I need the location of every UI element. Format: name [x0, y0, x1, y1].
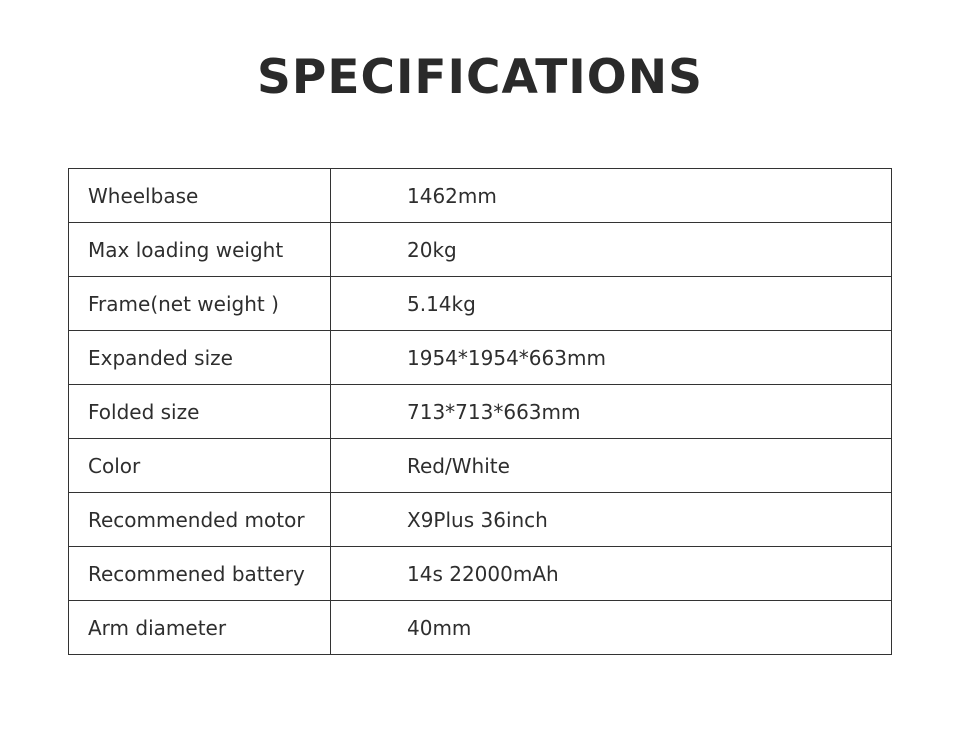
spec-value: X9Plus 36inch	[331, 493, 892, 547]
spec-label: Max loading weight	[69, 223, 331, 277]
spec-value: 713*713*663mm	[331, 385, 892, 439]
table-row	[69, 493, 892, 547]
spec-value: 40mm	[331, 601, 892, 655]
table-row	[69, 223, 892, 277]
table-row	[69, 331, 892, 385]
spec-label: Recommended motor	[69, 493, 331, 547]
table-row	[69, 547, 892, 601]
spec-label: Folded size	[69, 385, 331, 439]
table-row	[69, 601, 892, 655]
spec-label: Color	[69, 439, 331, 493]
spec-value: 14s 22000mAh	[331, 547, 892, 601]
table-row	[69, 439, 892, 493]
table-row	[69, 277, 892, 331]
table-row	[69, 385, 892, 439]
spec-label: Frame(net weight )	[69, 277, 331, 331]
spec-label: Expanded size	[69, 331, 331, 385]
table-row	[69, 169, 892, 223]
spec-label: Wheelbase	[69, 169, 331, 223]
spec-label: Arm diameter	[69, 601, 331, 655]
spec-value: 5.14kg	[331, 277, 892, 331]
spec-label: Recommened battery	[69, 547, 331, 601]
spec-value: Red/White	[331, 439, 892, 493]
page-title: SPECIFICATIONS	[257, 50, 703, 105]
spec-value: 20kg	[331, 223, 892, 277]
spec-value: 1462mm	[331, 169, 892, 223]
specifications-table	[68, 168, 892, 655]
spec-value: 1954*1954*663mm	[331, 331, 892, 385]
